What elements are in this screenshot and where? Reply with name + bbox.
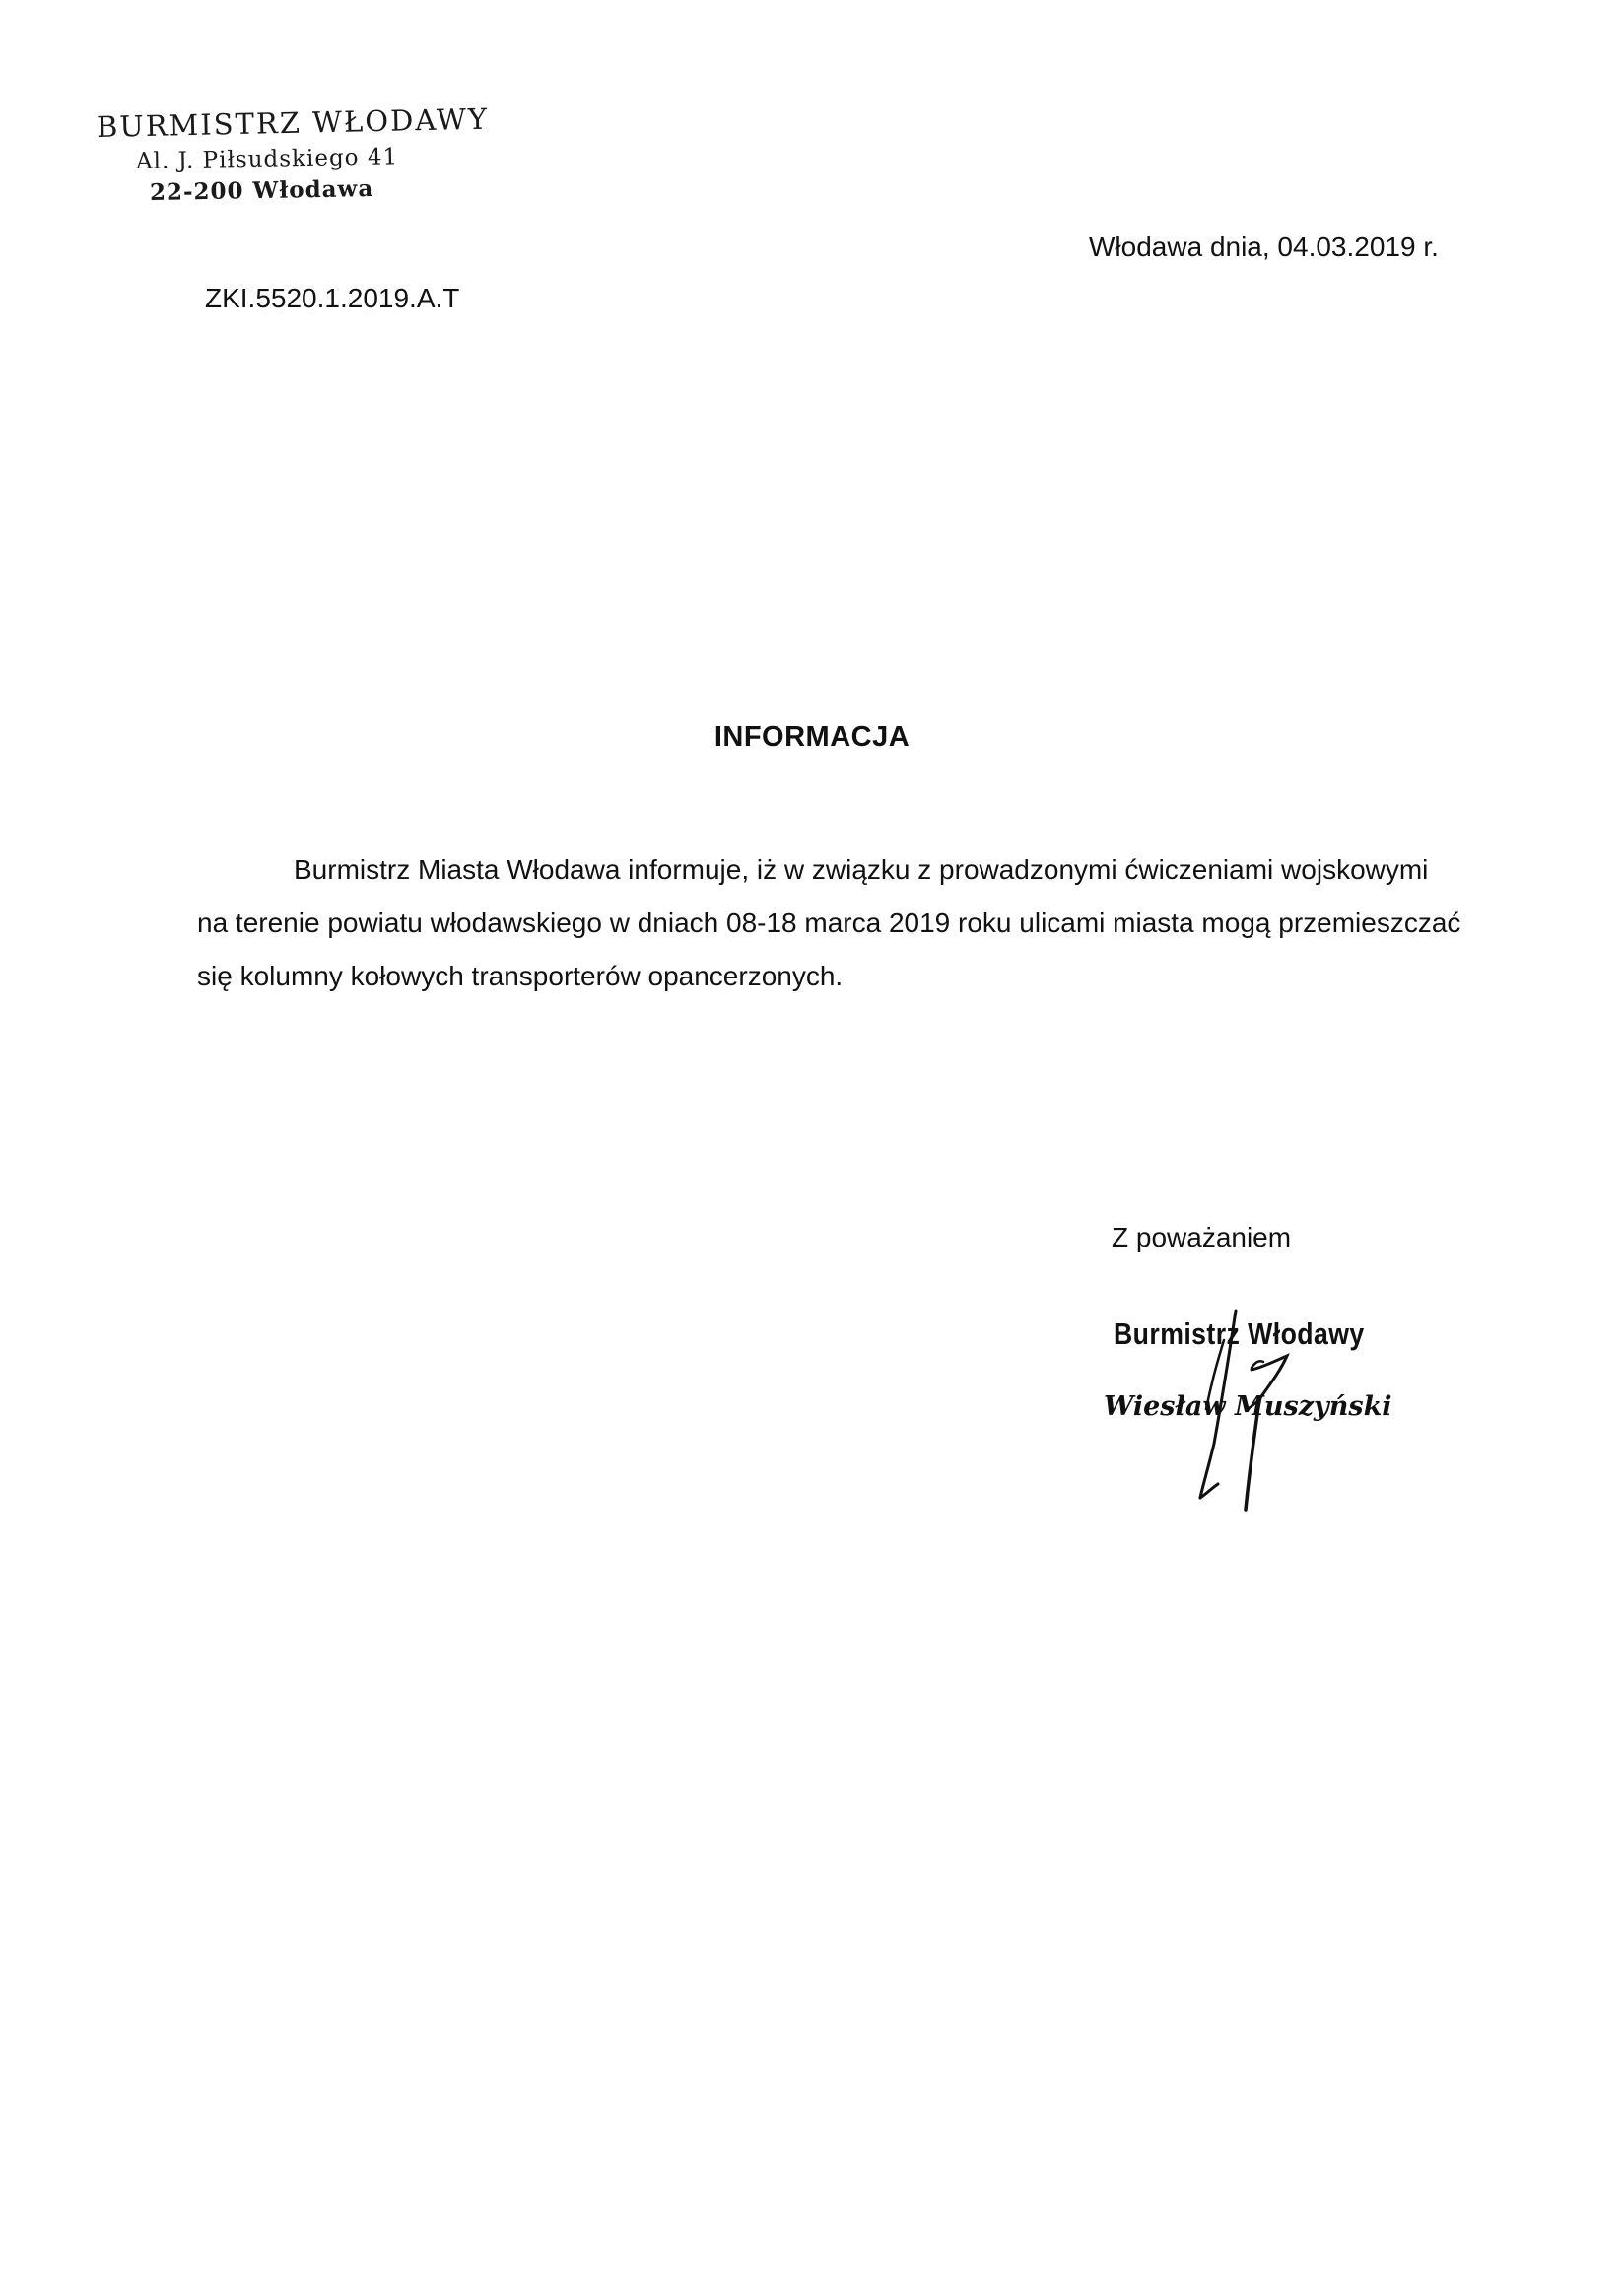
letterhead-office: BURMISTRZ WŁODAWY <box>96 101 490 144</box>
body-paragraph <box>197 843 1461 1003</box>
document-title: INFORMACJA <box>713 721 911 753</box>
document-date: Włodawa dnia, 04.03.2019 r. <box>1089 232 1439 262</box>
letterhead-postal: 22-200 Włodawa <box>149 175 374 206</box>
closing-salutation: Z poważaniem <box>1112 1222 1292 1252</box>
signature-office: Burmistrz Włodawy <box>1114 1316 1365 1351</box>
letterhead-stamp <box>96 101 490 207</box>
reference-number: ZKI.5520.1.2019.A.T <box>205 283 460 313</box>
body-line-1: Burmistrz Miasta Włodawa informuje, iż w związku z prowadzonymi ćwiczeniami wojskowymi <box>294 854 1429 885</box>
signature-name: Wiesław Muszyński <box>1104 1391 1392 1422</box>
body-line-2: na terenie powiatu włodawskiego w dniach 08-18 marca 2019 roku ulicami miasta mogą przemieszczać <box>197 908 1461 938</box>
letterhead-street: Al. J. Piłsudskiego 41 <box>135 144 399 174</box>
body-line-3: się kolumny kołowych transporterów opancerzonych. <box>197 961 844 991</box>
signature-stamp <box>1104 1301 1399 1527</box>
